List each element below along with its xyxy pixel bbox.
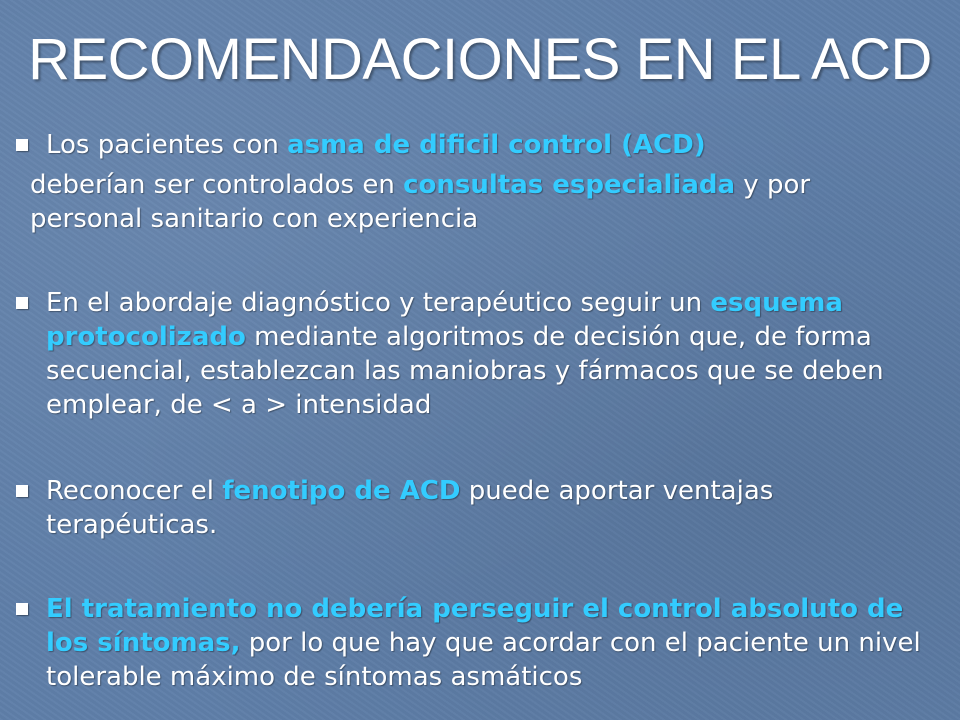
bullet-2-text: En el abordaje diagnóstico y terapéutico seguir un	[46, 288, 711, 318]
bullet-1-highlight: asma de dificil control (ACD)	[287, 130, 706, 160]
bullet-item-1-continuation	[30, 168, 910, 236]
bullet-3-text: Reconocer el	[46, 476, 223, 506]
continuation-highlight: consultas especialiada	[403, 170, 736, 200]
bullet-4-highlight: El tratamiento no debería perseguir el control absoluto de los síntomas,	[46, 594, 904, 658]
bullet-3-text-2: puede aportar ventajas terapéuticas.	[46, 476, 774, 540]
bullet-item-1	[46, 128, 926, 162]
bullet-2-highlight: esquema protocolizado	[46, 288, 843, 352]
bullet-4-text: por lo que hay que acordar con el paciente un nivel tolerable máximo de síntomas asmáticos	[46, 628, 921, 692]
square-bullet-icon	[16, 297, 28, 309]
bullet-item-2	[46, 286, 926, 422]
square-bullet-icon	[16, 603, 28, 615]
continuation-text: deberían ser controlados en	[30, 170, 404, 200]
square-bullet-icon	[16, 139, 28, 151]
bullet-1-text: Los pacientes con	[46, 130, 288, 160]
slide-title: RECOMENDACIONES EN EL ACD	[28, 27, 932, 92]
bullet-3-highlight: fenotipo de ACD	[222, 476, 461, 506]
bullet-item-3	[46, 474, 926, 542]
bullet-2-text-2: mediante algoritmos de decisión que, de forma secuencial, establezcan las maniobras y fármacos que se deben emplear, de < a > intensidad	[46, 322, 884, 420]
bullet-item-4	[46, 592, 926, 694]
continuation-text-2: y por personal sanitario con experiencia	[30, 170, 811, 234]
square-bullet-icon	[16, 485, 28, 497]
